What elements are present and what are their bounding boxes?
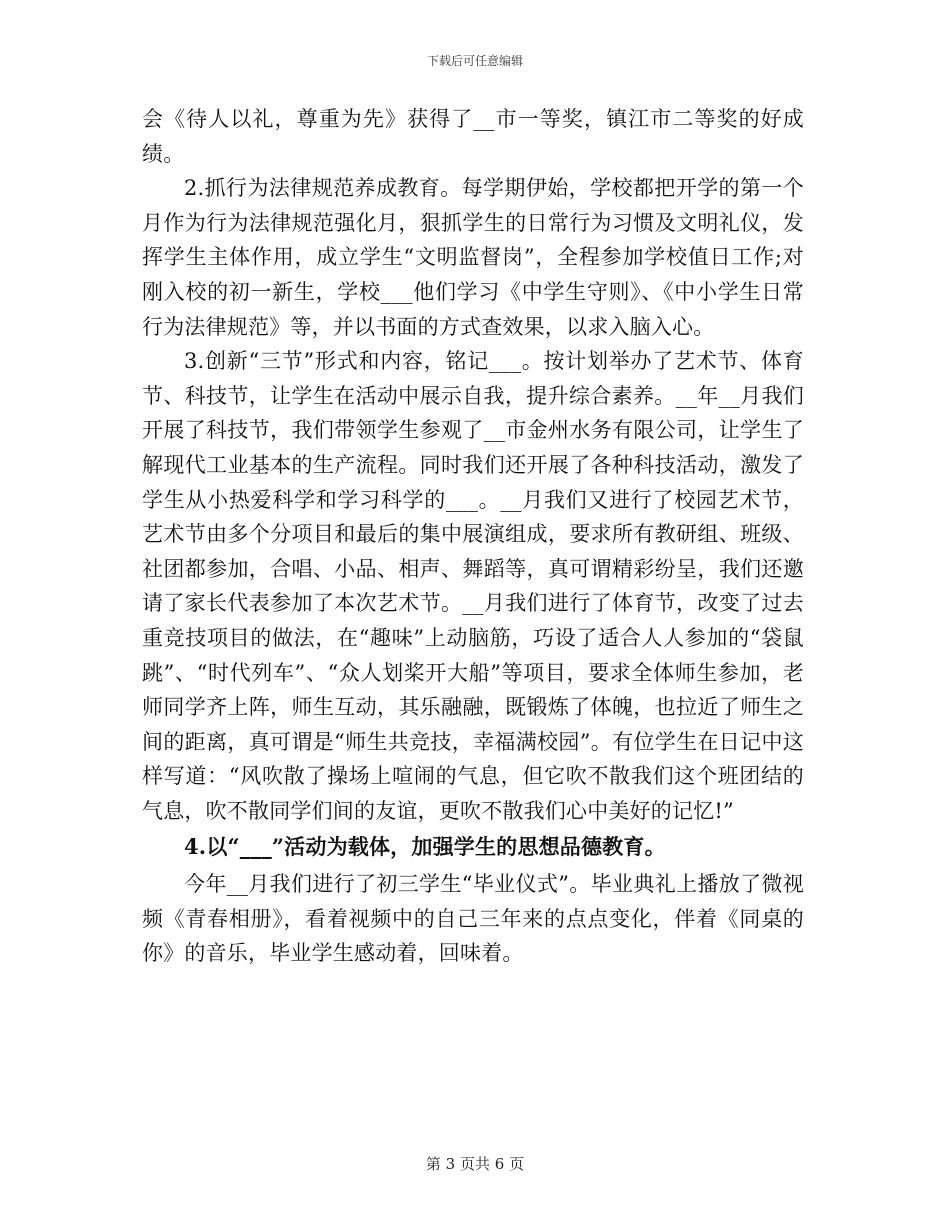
paragraph-graduation-ceremony: 今年__月我们进行了初三学生“毕业仪式”。毕业典礼上播放了微视频《青春相册》，看着视频中的自己三年来的点点变化，伴着《同桌的你》的音乐，毕业学生感动着，回味着。 xyxy=(142,872,804,966)
document-body xyxy=(142,102,804,971)
page-header-note: 下载后可任意编辑 xyxy=(426,54,523,68)
page-number: 第 3 页共 6 页 xyxy=(425,1155,525,1173)
paragraph-three-festivals: 3.创新“三节”形式和内容，铭记___。按计划举办了艺术节、体育节、科技节，让学生在活动中展示自我，提升综合素养。__年__月我们开展了科技节，我们带领学生参观了__市金州水务有限公司，让学生了解现代工业基本的生产流程。同时我们还开展了各种科技活动，激发了学生从小热爱科学和学习科学的___。__月我们又进行了校园艺术节，艺术节由多个分项目和最后的集中展演组成，要求所有教研组、班级、社团都参加，合唱、小品、相声、舞蹈等，真可谓精彩纷呈，我们还邀请了家长代表参加了本次艺术节。__月我们进行了体育节，改变了过去重竞技项目的做法，在“趣味”上动脑筋，巧设了适合人人参加的“袋鼠跳”、“时代列车”、“众人划桨开大船”等项目，要求全体师生参加，老师同学齐上阵，师生互动，其乐融融，既锻炼了体魄，也拉近了师生之间的距离，真可谓是“师生共竞技，幸福满校园”。有位学生在日记中这样写道：“风吹散了操场上喧闹的气息，但它吹不散我们这个班团结的气息，吹不散同学们间的友谊，更吹不散我们心中美好的记忆!” xyxy=(142,349,804,823)
paragraph-award: 会《待人以礼，尊重为先》获得了__市一等奖，镇江市二等奖的好成绩。 xyxy=(142,107,804,166)
section-heading-moral-education: 4.以“___”活动为载体，加强学生的思想品德教育。 xyxy=(184,834,666,860)
paragraph-behavior-norms: 2.抓行为法律规范养成教育。每学期伊始，学校都把开学的第一个月作为行为法律规范强化月，狠抓学生的日常行为习惯及文明礼仪，发挥学生主体作用，成立学生“文明监督岗”，全程参加学校值日工作;对刚入校的初一新生，学校___他们学习《中学生守则》、《中小学生日常行为法律规范》等，并以书面的方式查效果，以求入脑入心。 xyxy=(142,176,804,339)
